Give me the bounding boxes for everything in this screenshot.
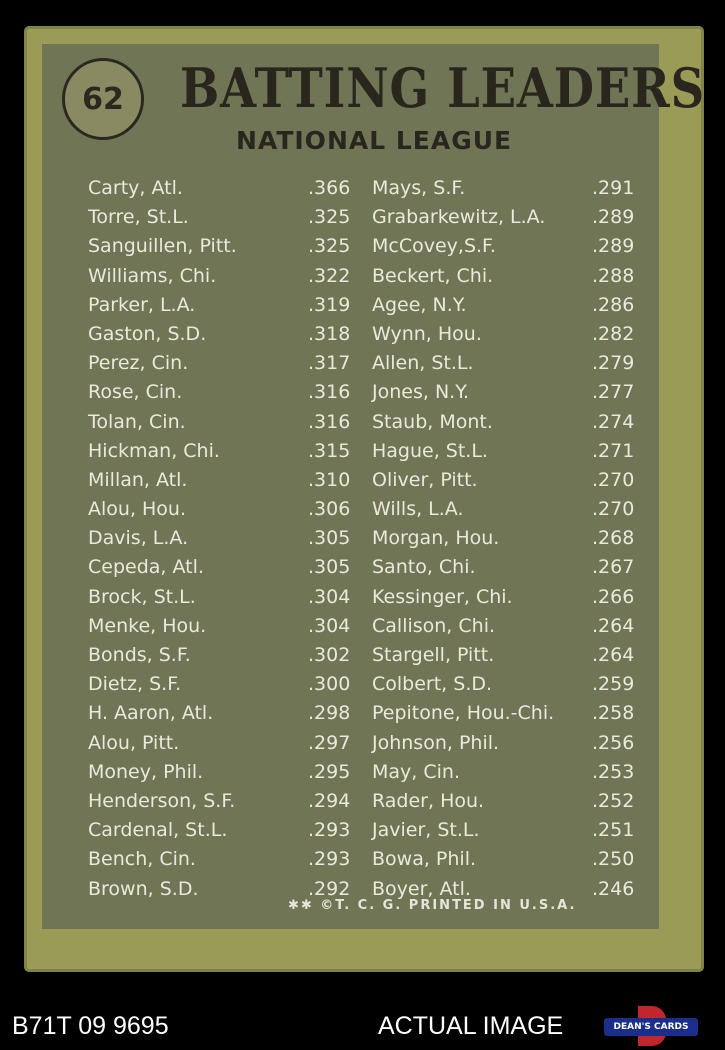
left-average-column	[308, 174, 368, 904]
left-player: Money, Phil.	[88, 760, 204, 783]
left-avg: .325	[308, 235, 351, 258]
right-avg: .264	[592, 614, 635, 637]
left-avg: .292	[308, 877, 351, 900]
right-avg: .279	[592, 352, 635, 375]
right-avg: .274	[592, 410, 635, 433]
left-avg: .315	[308, 439, 351, 462]
right-avg: .259	[592, 673, 635, 696]
right-avg: .282	[592, 322, 635, 345]
card-number-badge	[62, 58, 144, 140]
left-player: Henderson, S.F.	[88, 789, 236, 812]
left-avg: .366	[308, 177, 351, 199]
right-player: Callison, Chi.	[372, 614, 496, 637]
left-avg: .322	[308, 264, 351, 287]
right-player: Jones, N.Y.	[372, 381, 469, 404]
right-player-column	[372, 174, 597, 904]
left-avg: .297	[308, 731, 351, 754]
left-avg: .305	[308, 556, 351, 579]
left-player: Dietz, S.F.	[88, 673, 182, 696]
left-player: Bench, Cin.	[88, 848, 196, 871]
right-avg: .251	[592, 819, 635, 842]
left-player: Rose, Cin.	[88, 381, 183, 404]
left-player: Carty, Atl.	[88, 177, 183, 199]
card-title: BATTING LEADERS	[180, 56, 705, 120]
right-player: Colbert, S.D.	[372, 673, 493, 696]
left-player: Williams, Chi.	[88, 264, 217, 287]
deans-cards-logo	[604, 1006, 698, 1046]
right-player: Grabarkewitz, L.A.	[372, 206, 546, 229]
left-avg: .325	[308, 206, 351, 229]
right-avg: .289	[592, 235, 635, 258]
right-avg: .289	[592, 206, 635, 229]
left-player: Millan, Atl.	[88, 468, 188, 491]
left-player: Tolan, Cin.	[88, 410, 186, 433]
right-avg: .252	[592, 789, 635, 812]
left-player: Gaston, S.D.	[88, 322, 207, 345]
left-avg: .300	[308, 673, 351, 696]
right-player: Beckert, Chi.	[372, 264, 494, 287]
right-avg: .268	[592, 527, 635, 550]
right-avg: .267	[592, 556, 635, 579]
right-average-column	[592, 174, 648, 904]
left-player: Parker, L.A.	[88, 293, 196, 316]
logo-text: DEAN'S CARDS	[604, 1018, 698, 1036]
left-avg: .316	[308, 410, 351, 433]
right-avg: .258	[592, 702, 635, 725]
right-avg: .270	[592, 468, 635, 491]
left-player: Davis, L.A.	[88, 527, 189, 550]
left-player: Hickman, Chi.	[88, 439, 220, 462]
left-player: Alou, Pitt.	[88, 731, 180, 754]
card-number: 62	[82, 81, 124, 117]
right-player: Kessinger, Chi.	[372, 585, 513, 608]
right-avg: .291	[592, 177, 635, 199]
left-player: H. Aaron, Atl.	[88, 702, 214, 725]
left-avg: .304	[308, 585, 351, 608]
right-avg: .288	[592, 264, 635, 287]
left-avg: .305	[308, 527, 351, 550]
left-avg: .319	[308, 293, 351, 316]
left-avg: .298	[308, 702, 351, 725]
left-avg: .293	[308, 819, 351, 842]
right-player: Wills, L.A.	[372, 498, 464, 521]
right-player: Allen, St.L.	[372, 352, 474, 375]
left-avg: .302	[308, 644, 351, 666]
left-avg: .294	[308, 789, 351, 812]
actual-image-label: ACTUAL IMAGE	[378, 1012, 564, 1040]
right-avg: .270	[592, 498, 635, 521]
right-player: Agee, N.Y.	[372, 293, 467, 316]
left-player: Menke, Hou.	[88, 614, 207, 637]
left-avg: .310	[308, 468, 351, 491]
right-player: Hague, St.L.	[372, 439, 488, 462]
left-avg: .317	[308, 352, 351, 375]
right-avg: .246	[592, 877, 635, 900]
card-subtitle: NATIONAL LEAGUE	[236, 126, 513, 155]
left-player: Cepeda, Atl.	[88, 556, 204, 579]
right-player: Johnson, Phil.	[372, 731, 500, 754]
left-avg: .318	[308, 322, 351, 345]
card-id-label: B71T 09 9695	[12, 1012, 169, 1040]
right-avg: .264	[592, 644, 635, 666]
left-player: Bonds, S.F.	[88, 644, 191, 666]
left-avg: .304	[308, 614, 351, 637]
left-player: Perez, Cin.	[88, 352, 189, 375]
right-avg: .250	[592, 848, 635, 871]
left-player-column	[88, 174, 308, 904]
right-player: Oliver, Pitt.	[372, 468, 478, 491]
right-player: Bowa, Phil.	[372, 848, 477, 871]
left-avg: .306	[308, 498, 351, 521]
left-player: Cardenal, St.L.	[88, 819, 228, 842]
left-player: Sanguillen, Pitt.	[88, 235, 237, 258]
right-player: Rader, Hou.	[372, 789, 485, 812]
left-avg: .316	[308, 381, 351, 404]
copyright-line: ✱✱ ©T. C. G. PRINTED IN U.S.A.	[288, 898, 577, 913]
right-player: Santo, Chi.	[372, 556, 476, 579]
right-avg: .253	[592, 760, 635, 783]
right-player: Boyer, Atl.	[372, 877, 471, 900]
right-player: Staub, Mont.	[372, 410, 493, 433]
right-avg: .266	[592, 585, 635, 608]
right-player: Wynn, Hou.	[372, 322, 482, 345]
right-avg: .277	[592, 381, 635, 404]
left-player: Torre, St.L.	[88, 206, 189, 229]
right-player: Pepitone, Hou.-Chi.	[372, 702, 555, 725]
left-player: Alou, Hou.	[88, 498, 187, 521]
right-avg: .286	[592, 293, 635, 316]
right-player: Mays, S.F.	[372, 177, 466, 199]
right-player: Stargell, Pitt.	[372, 644, 495, 666]
left-avg: .295	[308, 760, 351, 783]
right-player: McCovey,S.F.	[372, 235, 496, 258]
right-player: Javier, St.L.	[372, 819, 480, 842]
right-player: May, Cin.	[372, 760, 460, 783]
right-avg: .271	[592, 439, 635, 462]
left-player: Brown, S.D.	[88, 877, 199, 900]
left-player: Brock, St.L.	[88, 585, 196, 608]
right-avg: .256	[592, 731, 635, 754]
left-avg: .293	[308, 848, 351, 871]
right-player: Morgan, Hou.	[372, 527, 500, 550]
